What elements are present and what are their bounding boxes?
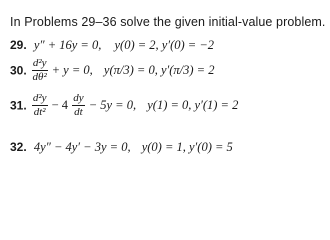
initial-conditions: y(1) = 0, y′(1) = 2 bbox=[147, 98, 239, 112]
problem-30 bbox=[10, 58, 215, 83]
fraction-numerator: d²y bbox=[32, 92, 47, 104]
problem-number: 31. bbox=[10, 98, 27, 113]
second-derivative-fraction bbox=[32, 58, 48, 83]
fraction-numerator: dy bbox=[73, 92, 84, 104]
fraction-denominator: dθ² bbox=[32, 71, 47, 83]
initial-conditions: y(0) = 1, y′(0) = 5 bbox=[141, 140, 233, 154]
initial-conditions: y(π/3) = 0, y′(π/3) = 2 bbox=[103, 63, 215, 77]
fraction-denominator: dt² bbox=[33, 106, 46, 118]
second-derivative-fraction bbox=[32, 93, 48, 118]
problem-32 bbox=[10, 140, 233, 155]
problem-set-intro: In Problems 29–36 solve the given initial-value problem. bbox=[10, 15, 326, 29]
problem-equation: y″ + 16y = 0, bbox=[33, 38, 102, 52]
problem-number: 32. bbox=[10, 140, 27, 154]
initial-conditions: y(0) = 2, y′(0) = −2 bbox=[114, 38, 215, 52]
problem-equation: − 5y = 0, bbox=[88, 98, 137, 112]
problem-31 bbox=[10, 93, 238, 118]
problem-equation: 4y″ − 4y′ − 3y = 0, bbox=[33, 140, 131, 154]
first-derivative-fraction bbox=[72, 93, 84, 118]
problem-equation: + y = 0, bbox=[51, 63, 93, 77]
problem-29 bbox=[10, 38, 214, 53]
fraction-numerator: d²y bbox=[32, 57, 47, 69]
problem-number: 29. bbox=[10, 38, 27, 52]
coefficient: − 4 bbox=[51, 98, 69, 112]
problem-number: 30. bbox=[10, 63, 27, 78]
fraction-denominator: dt bbox=[74, 106, 83, 118]
